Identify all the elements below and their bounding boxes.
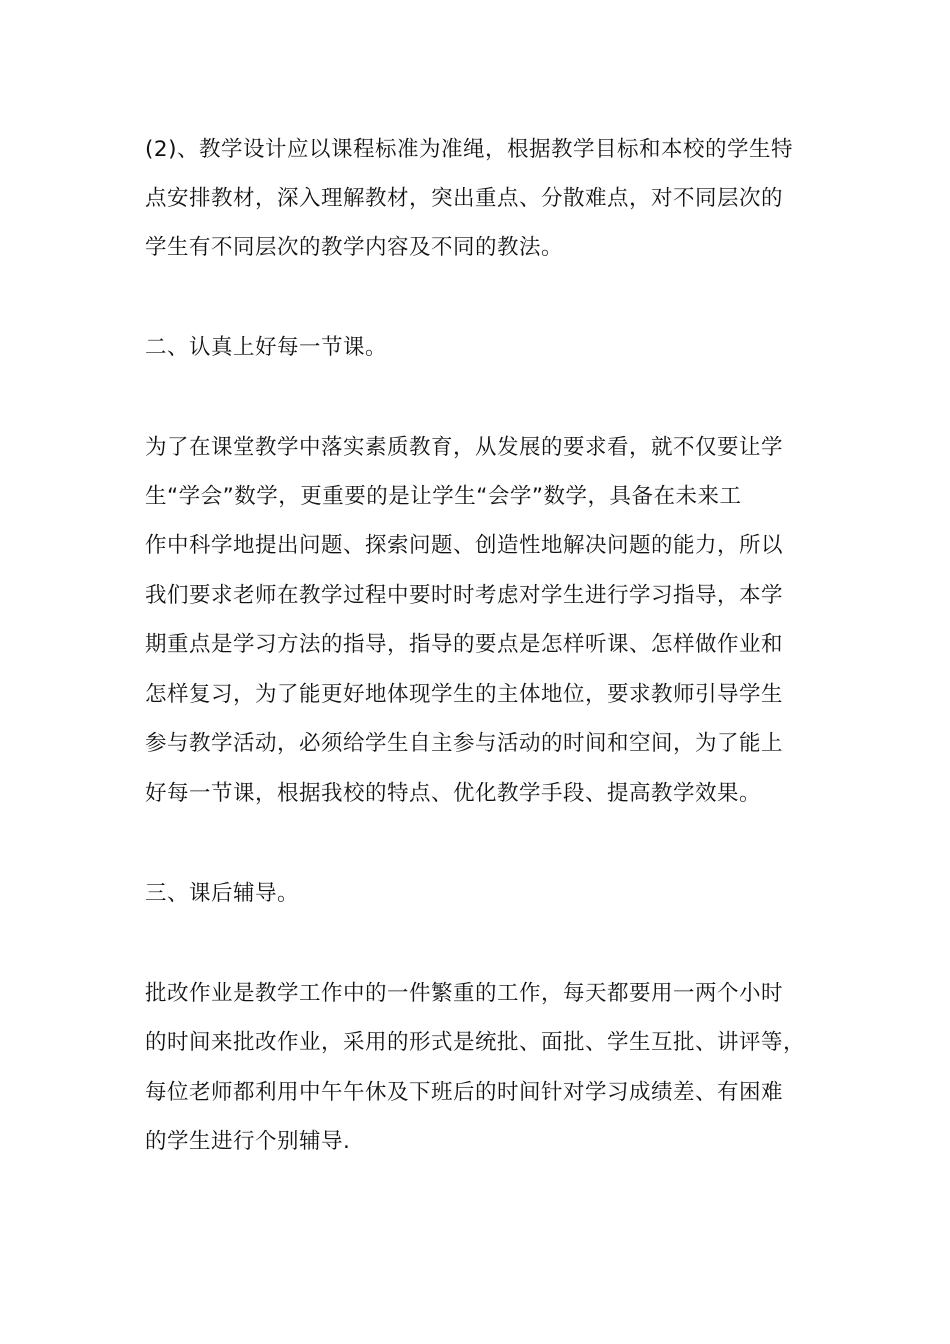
- paragraph-line: (2)、教学设计应以课程标准为准绳，根据教学目标和本校的学生特: [145, 137, 793, 162]
- paragraph-line: 的时间来批改作业，采用的形式是统批、面批、学生互批、讲评等，: [145, 1030, 806, 1055]
- paragraph-line: 学生有不同层次的教学内容及不同的教法。: [145, 235, 564, 260]
- paragraph-line: 为了在课堂教学中落实素质教育，从发展的要求看，就不仅要让学: [145, 435, 784, 460]
- section-heading: 二、认真上好每一节课。: [145, 335, 388, 360]
- paragraph-line: 作中科学地提出问题、探索问题、创造性地解决问题的能力，所以: [145, 533, 784, 558]
- paragraph-line: 参与教学活动，必须给学生自主参与活动的时间和空间，为了能上: [145, 731, 784, 756]
- paragraph-line: 我们要求老师在教学过程中要时时考虑对学生进行学习指导，本学: [145, 583, 784, 608]
- paragraph-line: 好每一节课，根据我校的特点、优化教学手段、提高教学效果。: [145, 781, 762, 806]
- paragraph-line: 的学生进行个别辅导.: [145, 1129, 351, 1154]
- paragraph-line: 怎样复习，为了能更好地体现学生的主体地位，要求教师引导学生: [145, 682, 784, 707]
- section-heading: 三、课后辅导。: [145, 881, 300, 906]
- paragraph-line: 批改作业是教学工作中的一件繁重的工作，每天都要用一两个小时: [145, 981, 784, 1006]
- paragraph-line: 每位老师都利用中午午休及下班后的时间针对学习成绩差、有困难: [145, 1080, 784, 1105]
- paragraph-line: 点安排教材，深入理解教材，突出重点、分散难点，对不同层次的: [145, 186, 784, 211]
- paragraph-line: 期重点是学习方法的指导，指导的要点是怎样听课、怎样做作业和: [145, 632, 784, 657]
- paragraph-line: 生“学会”数学，更重要的是让学生“会学”数学，具备在未来工: [145, 484, 742, 509]
